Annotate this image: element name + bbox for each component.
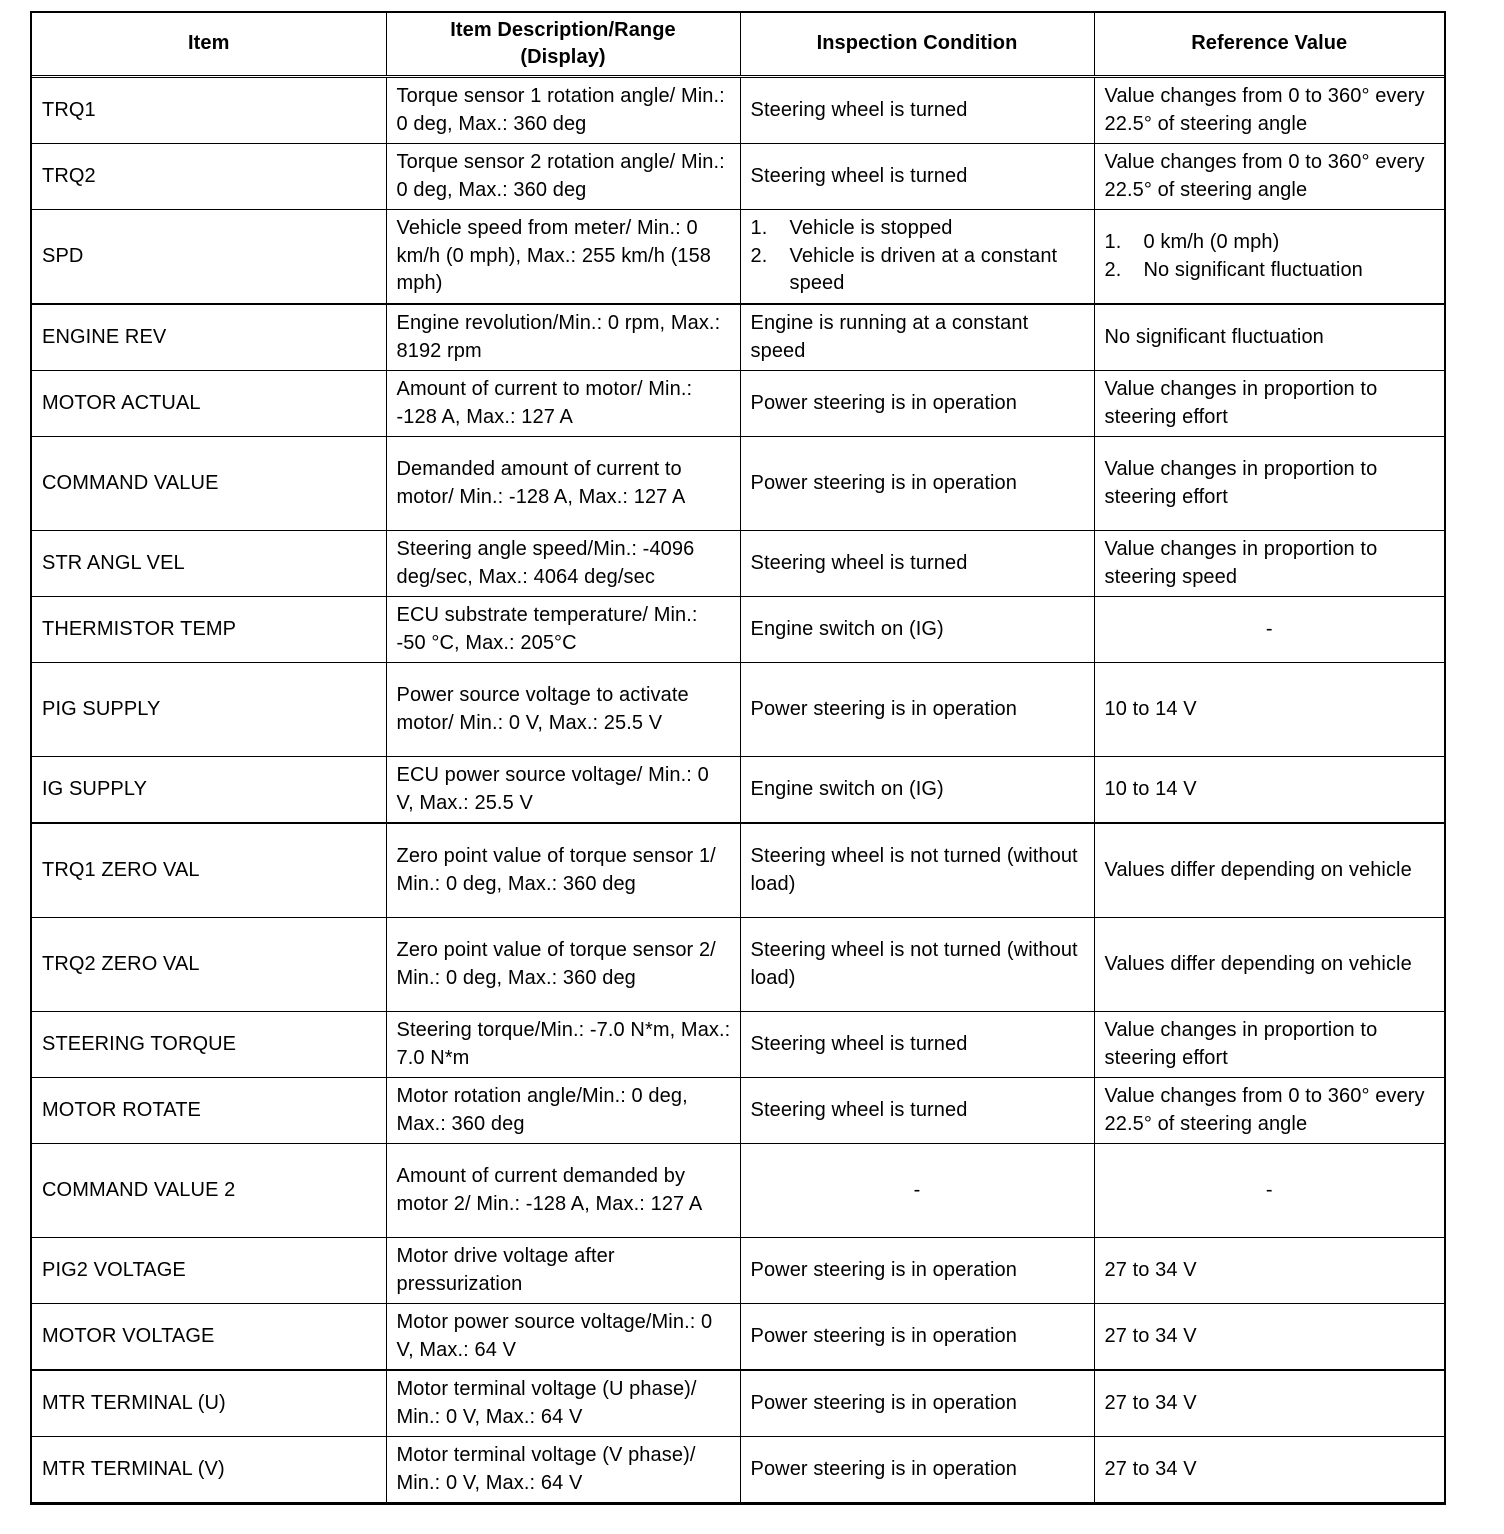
cell-item (32, 1144, 386, 1238)
item-text: MOTOR VOLTAGE (42, 1324, 215, 1347)
table-row (32, 1304, 1444, 1371)
cell-item (32, 597, 386, 663)
table-row (32, 210, 1444, 305)
cell-reference (1094, 1012, 1444, 1078)
cell-reference (1094, 1238, 1444, 1304)
list-text: 0 km/h (0 mph) (1143, 231, 1280, 253)
list-text: Vehicle is driven at a constant speed (789, 244, 1058, 295)
condition-text: Power steering is in operation (750, 1324, 1017, 1347)
reference-text: - (1265, 1178, 1273, 1201)
reference-numbered-list (1105, 229, 1437, 284)
item-text: MOTOR ROTATE (42, 1098, 201, 1121)
table-row (32, 304, 1444, 371)
description-text: Motor terminal voltage (U phase)/ Min.: 0 V, Max.: 64 V (396, 1378, 697, 1428)
reference-text: Value changes from 0 to 360° every 22.5° of steering angle (1104, 151, 1425, 201)
condition-text: Steering wheel is turned (750, 551, 968, 574)
table-header (32, 13, 1444, 77)
description-text: Engine revolution/Min.: 0 rpm, Max.: 8192 rpm (396, 312, 721, 362)
cell-description (386, 144, 740, 210)
numbered-list-item (751, 243, 1086, 298)
item-text: COMMAND VALUE (42, 471, 219, 494)
cell-reference (1094, 757, 1444, 824)
cell-description (386, 663, 740, 757)
item-text: THERMISTOR TEMP (42, 617, 237, 640)
list-number: 1. (750, 217, 768, 240)
cell-reference (1094, 663, 1444, 757)
table-row (32, 597, 1444, 663)
item-text: PIG SUPPLY (42, 697, 161, 720)
table-row (32, 531, 1444, 597)
cell-reference (1094, 531, 1444, 597)
cell-reference (1094, 1144, 1444, 1238)
description-text: Torque sensor 2 rotation angle/ Min.: 0 deg, Max.: 360 deg (396, 151, 725, 201)
cell-item (32, 1012, 386, 1078)
reference-text: 27 to 34 V (1104, 1457, 1197, 1480)
item-text: SPD (42, 244, 84, 267)
condition-text: Power steering is in operation (750, 1457, 1017, 1480)
cell-condition (740, 77, 1094, 144)
condition-text: Engine is running at a constant speed (750, 312, 1029, 362)
cell-item (32, 1370, 386, 1437)
numbered-list-item (751, 215, 1086, 243)
reference-text: 27 to 34 V (1104, 1258, 1197, 1281)
table-row (32, 1437, 1444, 1503)
cell-description (386, 437, 740, 531)
cell-condition (740, 210, 1094, 305)
reference-text: 10 to 14 V (1104, 697, 1197, 720)
description-text: ECU substrate temperature/ Min.: -50 °C, Max.: 205°C (396, 604, 698, 654)
cell-condition (740, 1437, 1094, 1503)
table-row (32, 1078, 1444, 1144)
condition-text: Steering wheel is turned (750, 98, 968, 121)
cell-reference (1094, 1304, 1444, 1371)
description-text: Motor terminal voltage (V phase)/ Min.: 0 V, Max.: 64 V (396, 1444, 696, 1494)
description-text: Torque sensor 1 rotation angle/ Min.: 0 deg, Max.: 360 deg (396, 85, 725, 135)
item-text: ENGINE REV (42, 325, 167, 348)
cell-condition (740, 371, 1094, 437)
cell-description (386, 1437, 740, 1503)
cell-reference (1094, 371, 1444, 437)
condition-text: Engine switch on (IG) (750, 777, 944, 800)
cell-description (386, 1144, 740, 1238)
reference-text: - (1265, 617, 1273, 640)
cell-reference (1094, 1078, 1444, 1144)
item-text: PIG2 VOLTAGE (42, 1258, 186, 1281)
cell-reference (1094, 1370, 1444, 1437)
table-row (32, 1012, 1444, 1078)
table-row (32, 371, 1444, 437)
reference-text: Value changes in proportion to steering effort (1104, 1019, 1378, 1069)
item-text: STR ANGL VEL (42, 551, 185, 574)
reference-text: Value changes in proportion to steering effort (1104, 378, 1378, 428)
cell-reference (1094, 77, 1444, 144)
condition-text: Steering wheel is turned (750, 1032, 968, 1055)
item-text: COMMAND VALUE 2 (42, 1178, 236, 1201)
table-row (32, 663, 1444, 757)
header-reference: Reference Value (1094, 13, 1444, 77)
cell-item (32, 210, 386, 305)
cell-item (32, 144, 386, 210)
cell-description (386, 1078, 740, 1144)
data-list-table-container (30, 11, 1446, 1505)
item-text: TRQ2 ZERO VAL (42, 952, 200, 975)
list-number: 2. (750, 244, 768, 267)
item-text: MTR TERMINAL (U) (42, 1391, 226, 1414)
cell-condition (740, 918, 1094, 1012)
condition-text: Power steering is in operation (750, 471, 1017, 494)
item-text: MTR TERMINAL (V) (42, 1457, 225, 1480)
table-row (32, 437, 1444, 531)
cell-description (386, 597, 740, 663)
data-list-table (32, 13, 1444, 1503)
reference-text: 10 to 14 V (1104, 777, 1197, 800)
cell-reference (1094, 144, 1444, 210)
list-text: Vehicle is stopped (789, 217, 953, 240)
table-row (32, 918, 1444, 1012)
cell-condition (740, 1370, 1094, 1437)
cell-item (32, 371, 386, 437)
cell-reference (1094, 1437, 1444, 1503)
cell-item (32, 437, 386, 531)
cell-condition (740, 144, 1094, 210)
reference-text: No significant fluctuation (1104, 325, 1324, 348)
cell-item (32, 304, 386, 371)
cell-description (386, 1370, 740, 1437)
cell-condition (740, 1304, 1094, 1371)
condition-text: Power steering is in operation (750, 1258, 1017, 1281)
table-row (32, 1370, 1444, 1437)
cell-description (386, 77, 740, 144)
cell-condition (740, 597, 1094, 663)
reference-text: 27 to 34 V (1104, 1324, 1197, 1347)
item-text: TRQ1 (42, 98, 96, 121)
cell-description (386, 918, 740, 1012)
cell-condition (740, 531, 1094, 597)
condition-text: Engine switch on (IG) (750, 617, 944, 640)
cell-description (386, 304, 740, 371)
description-text: ECU power source voltage/ Min.: 0 V, Max.: 25.5 V (396, 764, 709, 814)
table-row (32, 77, 1444, 144)
table-row (32, 144, 1444, 210)
cell-item (32, 757, 386, 824)
item-text: TRQ1 ZERO VAL (42, 858, 200, 881)
numbered-list-item (1105, 229, 1437, 257)
table-body (32, 77, 1444, 1503)
cell-condition (740, 757, 1094, 824)
item-text: MOTOR ACTUAL (42, 391, 201, 414)
cell-description (386, 371, 740, 437)
header-item: Item (32, 13, 386, 77)
cell-description (386, 757, 740, 824)
reference-text: Value changes in proportion to steering speed (1104, 538, 1378, 588)
condition-text: Steering wheel is turned (750, 164, 968, 187)
cell-condition (740, 1144, 1094, 1238)
cell-description (386, 531, 740, 597)
list-number: 1. (1104, 231, 1122, 253)
description-text: Motor power source voltage/Min.: 0 V, Max.: 64 V (396, 1311, 713, 1361)
cell-description (386, 1238, 740, 1304)
cell-item (32, 531, 386, 597)
cell-item (32, 918, 386, 1012)
cell-reference (1094, 597, 1444, 663)
condition-text: Power steering is in operation (750, 1391, 1017, 1414)
description-text: Motor rotation angle/Min.: 0 deg, Max.: 360 deg (396, 1085, 688, 1135)
condition-text: Steering wheel is not turned (without load) (750, 939, 1078, 989)
cell-item (32, 1078, 386, 1144)
cell-item (32, 823, 386, 918)
cell-condition (740, 437, 1094, 531)
cell-condition (740, 304, 1094, 371)
item-text: IG SUPPLY (42, 777, 148, 800)
cell-condition (740, 1078, 1094, 1144)
description-text: Zero point value of torque sensor 1/ Min.: 0 deg, Max.: 360 deg (396, 845, 716, 895)
condition-text: Steering wheel is turned (750, 1098, 968, 1121)
item-text: TRQ2 (42, 164, 96, 187)
numbered-list-item (1105, 257, 1437, 285)
condition-text: Power steering is in operation (750, 391, 1017, 414)
reference-text: Value changes in proportion to steering effort (1104, 458, 1378, 508)
table-row (32, 1144, 1444, 1238)
condition-numbered-list (751, 215, 1086, 298)
reference-text: Value changes from 0 to 360° every 22.5° of steering angle (1104, 85, 1425, 135)
list-number: 2. (1104, 258, 1122, 281)
cell-reference (1094, 210, 1444, 305)
reference-text: 27 to 34 V (1104, 1391, 1197, 1414)
header-row (32, 13, 1444, 77)
reference-text: Values differ depending on vehicle (1104, 858, 1412, 881)
header-condition: Inspection Condition (740, 13, 1094, 77)
condition-text: - (913, 1178, 921, 1201)
header-description (386, 13, 740, 77)
item-text: STEERING TORQUE (42, 1032, 237, 1055)
description-text: Motor drive voltage after pressurization (396, 1245, 615, 1295)
reference-text: Values differ depending on vehicle (1104, 952, 1412, 975)
description-text: Steering torque/Min.: -7.0 N*m, Max.: 7.0 N*m (396, 1019, 731, 1069)
cell-item (32, 77, 386, 144)
cell-item (32, 1238, 386, 1304)
cell-condition (740, 663, 1094, 757)
cell-description (386, 1304, 740, 1371)
description-text: Zero point value of torque sensor 2/ Min.: 0 deg, Max.: 360 deg (396, 939, 716, 989)
list-text: No significant fluctuation (1143, 258, 1363, 281)
cell-item (32, 1437, 386, 1503)
cell-condition (740, 1238, 1094, 1304)
cell-reference (1094, 437, 1444, 531)
table-row (32, 757, 1444, 824)
cell-reference (1094, 823, 1444, 918)
description-text: Power source voltage to activate motor/ Min.: 0 V, Max.: 25.5 V (396, 684, 689, 734)
description-text: Amount of current to motor/ Min.: -128 A, Max.: 127 A (396, 378, 693, 428)
condition-text: Power steering is in operation (750, 697, 1017, 720)
table-row (32, 823, 1444, 918)
cell-description (386, 823, 740, 918)
description-text: Amount of current demanded by motor 2/ Min.: -128 A, Max.: 127 A (396, 1165, 703, 1215)
cell-condition (740, 823, 1094, 918)
cell-reference (1094, 304, 1444, 371)
cell-description (386, 1012, 740, 1078)
cell-item (32, 1304, 386, 1371)
condition-text: Steering wheel is not turned (without load) (750, 845, 1078, 895)
description-text: Steering angle speed/Min.: -4096 deg/sec, Max.: 4064 deg/sec (396, 538, 695, 588)
cell-description (386, 210, 740, 305)
reference-text: Value changes from 0 to 360° every 22.5° of steering angle (1104, 1085, 1425, 1135)
table-row (32, 1238, 1444, 1304)
description-text: Vehicle speed from meter/ Min.: 0 km/h (0 mph), Max.: 255 km/h (158 mph) (396, 217, 712, 295)
header-description-text: Item Description/Range (Display) (450, 18, 676, 68)
description-text: Demanded amount of current to motor/ Min.: -128 A, Max.: 127 A (396, 458, 686, 508)
cell-reference (1094, 918, 1444, 1012)
cell-condition (740, 1012, 1094, 1078)
cell-item (32, 663, 386, 757)
